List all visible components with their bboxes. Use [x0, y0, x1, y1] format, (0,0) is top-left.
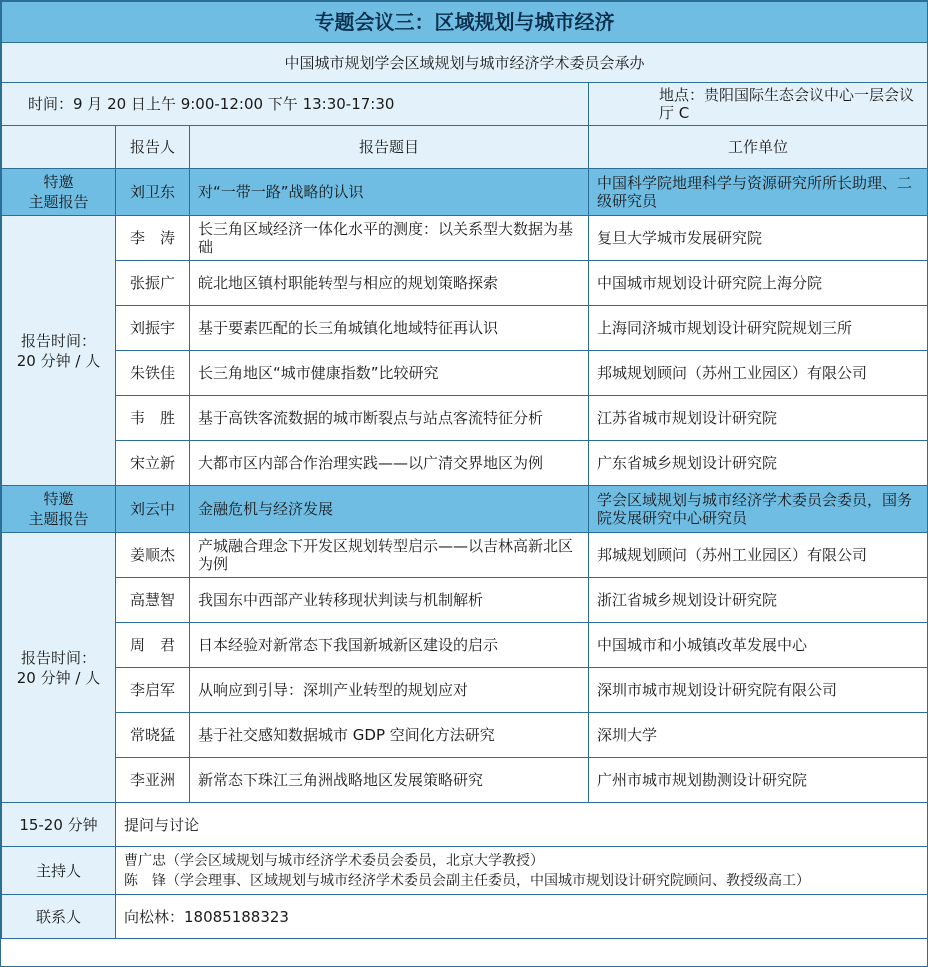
talk-row	[2, 396, 928, 441]
session-time: 时间：9 月 20 日上午 9:00-12:00 下午 13:30-17:30	[2, 83, 589, 126]
topic: 从响应到引导：深圳产业转型的规划应对	[190, 668, 589, 713]
speaker: 常晓猛	[116, 713, 190, 758]
organization: 浙江省城乡规划设计研究院	[589, 578, 928, 623]
organization: 中国城市规划设计研究院上海分院	[589, 261, 928, 306]
keynote-label: 特邀 主题报告	[2, 486, 116, 533]
speaker: 刘振宇	[116, 306, 190, 351]
topic: 皖北地区镇村职能转型与相应的规划策略探索	[190, 261, 589, 306]
speaker: 宋立新	[116, 441, 190, 486]
speaker: 高慧智	[116, 578, 190, 623]
speaker: 韦 胜	[116, 396, 190, 441]
topic: 新常态下珠江三角洲战略地区发展策略研究	[190, 758, 589, 803]
schedule-table	[1, 1, 928, 939]
talk-row	[2, 623, 928, 668]
contact-row	[2, 895, 928, 939]
organization: 复旦大学城市发展研究院	[589, 216, 928, 261]
speaker: 朱铁佳	[116, 351, 190, 396]
host-line: 陈 锋（学会理事、区域规划与城市经济学术委员会副主任委员，中国城市规划设计研究院顾问、教授级高工）	[124, 872, 810, 889]
keynote-label: 特邀 主题报告	[2, 169, 116, 216]
topic: 产城融合理念下开发区规划转型启示——以吉林高新北区为例	[190, 533, 589, 578]
organization: 深圳市城市规划设计研究院有限公司	[589, 668, 928, 713]
organization: 上海同济城市规划设计研究院规划三所	[589, 306, 928, 351]
topic: 日本经验对新常态下我国新城新区建设的启示	[190, 623, 589, 668]
speaker: 李 涛	[116, 216, 190, 261]
keynote-row	[2, 486, 928, 533]
organization: 深圳大学	[589, 713, 928, 758]
discussion-row	[2, 803, 928, 847]
header-blank	[2, 126, 116, 169]
contact-label: 联系人	[2, 895, 116, 939]
talk-row	[2, 713, 928, 758]
hosts-row	[2, 847, 928, 895]
talk-row	[2, 216, 928, 261]
topic: 大都市区内部合作治理实践——以广清交界地区为例	[190, 441, 589, 486]
keynote-row	[2, 169, 928, 216]
speaker: 李启军	[116, 668, 190, 713]
host-line: 曹广忠（学会区域规划与城市经济学术委员会委员，北京大学教授）	[124, 852, 544, 869]
talk-row	[2, 578, 928, 623]
header-speaker: 报告人	[116, 126, 190, 169]
speaker: 刘卫东	[116, 169, 190, 216]
session-title: 专题会议三：区域规划与城市经济	[2, 2, 928, 43]
speaker: 周 君	[116, 623, 190, 668]
organization: 广州市城市规划勘测设计研究院	[589, 758, 928, 803]
talk-row	[2, 351, 928, 396]
talk-row	[2, 533, 928, 578]
session-venue: 地点：贵阳国际生态会议中心一层会议厅 C	[589, 83, 928, 126]
organization: 学会区域规划与城市经济学术委员会委员，国务院发展研究中心研究员	[589, 486, 928, 533]
topic: 金融危机与经济发展	[190, 486, 589, 533]
time-label: 报告时间： 20 分钟 / 人	[2, 533, 116, 803]
organizer-line: 中国城市规划学会区域规划与城市经济学术委员会承办	[2, 43, 928, 83]
topic: 我国东中西部产业转移现状判读与机制解析	[190, 578, 589, 623]
topic: 基于高铁客流数据的城市断裂点与站点客流特征分析	[190, 396, 589, 441]
hosts-label: 主持人	[2, 847, 116, 895]
organization: 中国科学院地理科学与资源研究所所长助理、二级研究员	[589, 169, 928, 216]
discussion-text: 提问与讨论	[116, 803, 928, 847]
organization: 广东省城乡规划设计研究院	[589, 441, 928, 486]
organization: 邦城规划顾问（苏州工业园区）有限公司	[589, 351, 928, 396]
talk-row	[2, 261, 928, 306]
organization: 江苏省城市规划设计研究院	[589, 396, 928, 441]
speaker: 张振广	[116, 261, 190, 306]
discussion-label: 15-20 分钟	[2, 803, 116, 847]
hosts-text	[116, 847, 928, 895]
speaker: 李亚洲	[116, 758, 190, 803]
talk-row	[2, 306, 928, 351]
speaker: 刘云中	[116, 486, 190, 533]
time-label: 报告时间： 20 分钟 / 人	[2, 216, 116, 486]
topic: 对“一带一路”战略的认识	[190, 169, 589, 216]
talk-row	[2, 668, 928, 713]
talk-row	[2, 441, 928, 486]
speaker: 姜顺杰	[116, 533, 190, 578]
organization: 中国城市和小城镇改革发展中心	[589, 623, 928, 668]
topic: 基于社交感知数据城市 GDP 空间化方法研究	[190, 713, 589, 758]
topic: 长三角区域经济一体化水平的测度：以关系型大数据为基础	[190, 216, 589, 261]
topic: 长三角地区“城市健康指数”比较研究	[190, 351, 589, 396]
contact-text: 向松林：18085188323	[116, 895, 928, 939]
header-topic: 报告题目	[190, 126, 589, 169]
header-org: 工作单位	[589, 126, 928, 169]
organization: 邦城规划顾问（苏州工业园区）有限公司	[589, 533, 928, 578]
talk-row	[2, 758, 928, 803]
topic: 基于要素匹配的长三角城镇化地域特征再认识	[190, 306, 589, 351]
